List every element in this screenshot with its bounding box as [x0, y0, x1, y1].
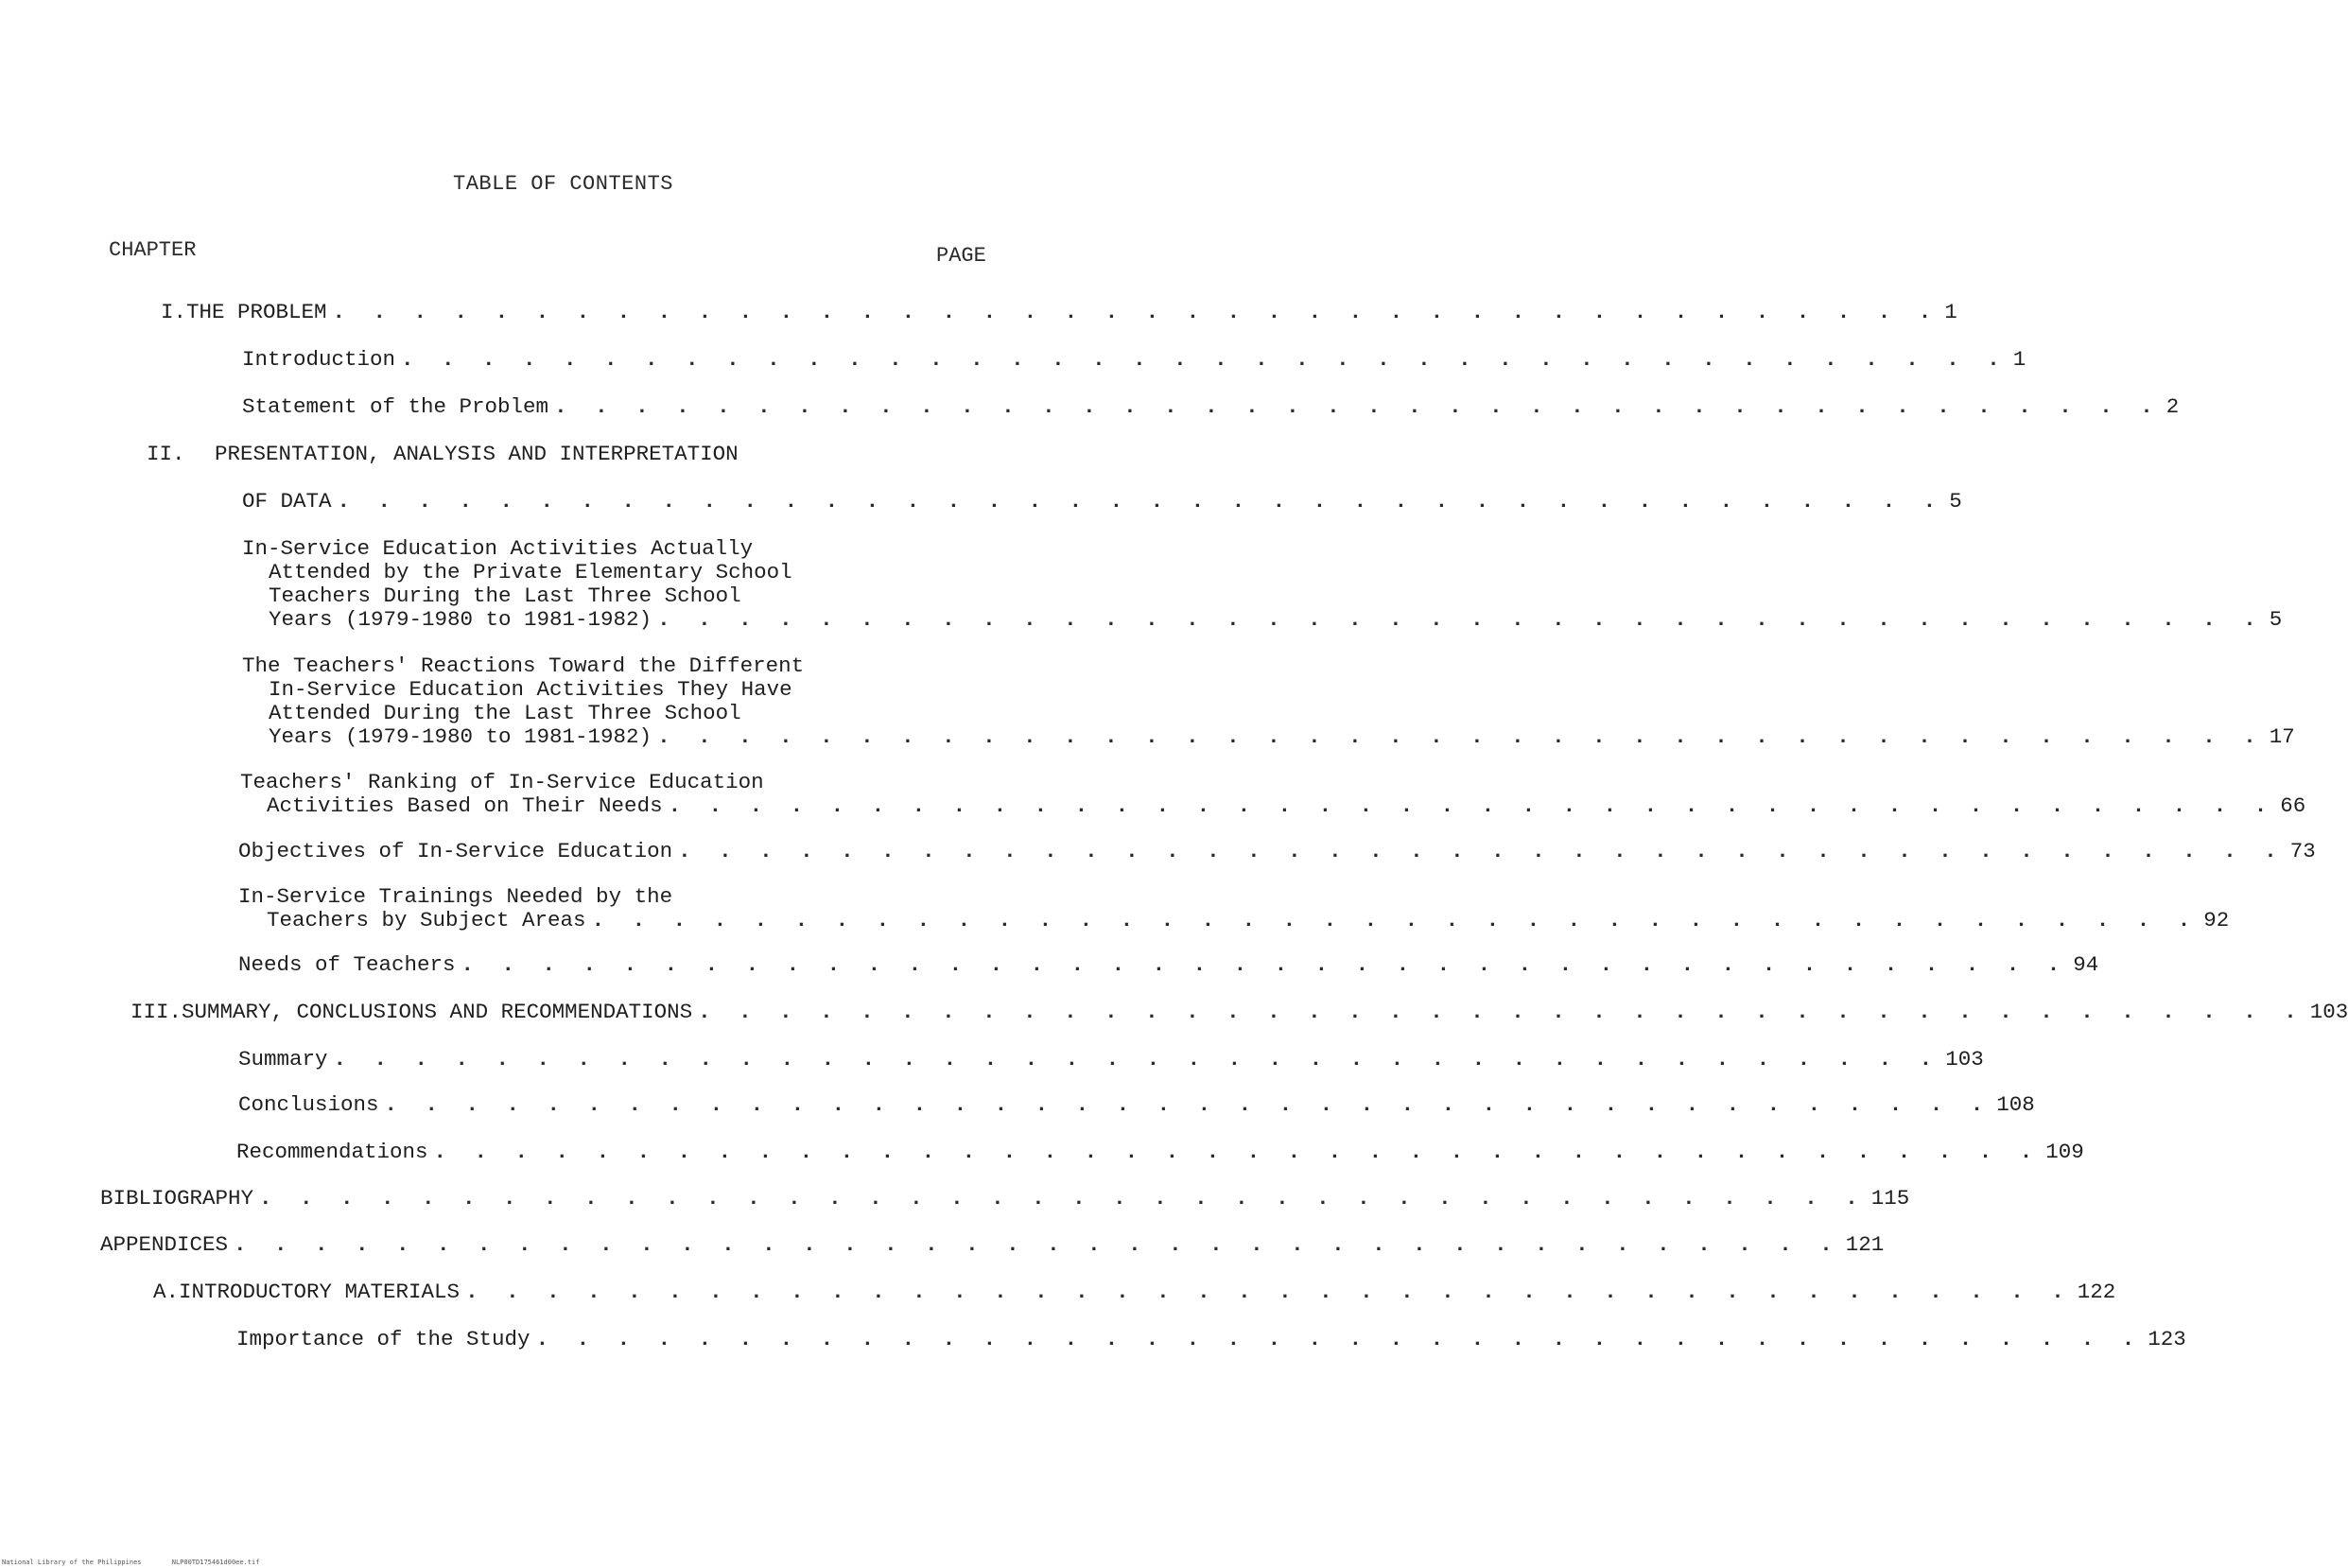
- section-title-line2: Teachers by Subject Areas: [267, 908, 586, 932]
- section-title: Summary: [238, 1047, 328, 1071]
- page-number: 103: [2309, 1000, 2348, 1024]
- leader-dots: . . . . . . . . . . . . . . . . . . . . . . . . . . . . . . . . . . . . . . . .: [535, 1327, 2143, 1351]
- page-number: 109: [2045, 1140, 2084, 1164]
- chapter-title: SUMMARY, CONCLUSIONS AND RECOMMENDATIONS: [182, 1000, 693, 1024]
- toc-entry-teachers-ranking: [240, 770, 2306, 818]
- section-title-line3: Teachers During the Last Three School: [269, 584, 741, 608]
- page-number: 1: [1944, 300, 1957, 324]
- section-title: Importance of the Study: [236, 1327, 530, 1351]
- section-title: Statement of the Problem: [242, 394, 549, 419]
- page-number: 123: [2148, 1327, 2186, 1351]
- section-title-line4: Years (1979-1980 to 1981-1982): [269, 724, 652, 749]
- section-title-line4: Years (1979-1980 to 1981-1982): [269, 607, 652, 632]
- scan-footer: [2, 1559, 286, 1566]
- footer-file-id: NLP00TD175461d00ee.tif: [171, 1559, 260, 1566]
- leader-dots: . . . . . . . . . . . . . . . . . . . . . . . . . . . . . . . . . . . . . . . .: [337, 489, 1944, 514]
- section-title: Introduction: [242, 347, 396, 372]
- section-title-line1: In-Service Education Activities Actually: [242, 536, 754, 561]
- section-title-line1: The Teachers' Reactions Toward the Different: [242, 653, 805, 678]
- leader-dots: . . . . . . . . . . . . . . . . . . . . . . . . . . . . . . . . . . . . . . . .: [591, 908, 2199, 932]
- toc-entry-statement-of-problem: [242, 394, 2180, 419]
- page-number: 92: [2203, 908, 2230, 932]
- page-number: 2: [2165, 394, 2180, 419]
- chapter-title-line2: OF DATA: [242, 489, 332, 514]
- toc-entry-importance-of-study: [236, 1327, 2186, 1351]
- toc-entry-bibliography: [100, 1186, 1910, 1211]
- page-number: 121: [1845, 1232, 1885, 1257]
- page-number: 17: [2269, 724, 2295, 749]
- chapter-column-header: CHAPTER: [109, 238, 197, 262]
- toc-entry-ch2: [147, 443, 936, 466]
- leader-dots: . . . . . . . . . . . . . . . . . . . . . . . . . . . . . . . . . . . . . . . .: [332, 300, 1939, 324]
- chapter-number: I.: [161, 300, 187, 324]
- section-title: BIBLIOGRAPHY: [100, 1186, 254, 1211]
- page-number: 122: [2077, 1280, 2116, 1304]
- chapter-number: III.: [130, 1000, 183, 1024]
- page-number: 1: [2012, 347, 2026, 372]
- chapter-title: THE PROBLEM: [186, 300, 327, 324]
- chapter-title-line1: PRESENTATION, ANALYSIS AND INTERPRETATION: [215, 442, 739, 466]
- leader-dots: . . . . . . . . . . . . . . . . . . . . . . . . . . . . . . . . . . . . . . . .: [678, 839, 2285, 863]
- leader-dots: . . . . . . . . . . . . . . . . . . . . . . . . . . . . . . . . . . . . . . . .: [698, 1000, 2305, 1024]
- appendix-letter: A.: [153, 1280, 180, 1304]
- leader-dots: . . . . . . . . . . . . . . . . . . . . . . . . . . . . . . . . . . . . . . . .: [554, 394, 2161, 419]
- toc-entry-activities-attended: [242, 536, 2283, 632]
- footer-library-name: National Library of the Philippines: [2, 1559, 142, 1566]
- section-title: APPENDICES: [100, 1232, 229, 1257]
- section-title: INTRODUCTORY MATERIALS: [179, 1280, 461, 1304]
- section-title: Recommendations: [236, 1140, 428, 1164]
- section-title: Needs of Teachers: [238, 952, 456, 977]
- page-number: 5: [1949, 489, 1962, 514]
- toc-entry-objectives: [238, 839, 2316, 863]
- leader-dots: . . . . . . . . . . . . . . . . . . . . . . . . . . . . . . . . . . . . . . . .: [433, 1140, 2041, 1164]
- page-number: 73: [2289, 839, 2316, 863]
- page-number: 103: [1945, 1047, 1984, 1071]
- section-title-line2: In-Service Education Activities They Have: [269, 677, 792, 702]
- section-title-line3: Attended During the Last Three School: [269, 701, 741, 725]
- toc-entry-recommendations: [236, 1140, 2084, 1164]
- toc-entry-needs-of-teachers: [238, 952, 2099, 977]
- chapter-number: II.: [147, 442, 185, 466]
- leader-dots: . . . . . . . . . . . . . . . . . . . . . . . . . . . . . . . . . . . . . . . .: [465, 1280, 2072, 1304]
- toc-entry-conclusions: [238, 1092, 2035, 1117]
- toc-entry-summary: [238, 1047, 1984, 1071]
- section-title-line1: Teachers' Ranking of In-Service Education: [240, 770, 764, 794]
- page-number: 66: [2280, 793, 2306, 818]
- toc-entry-introduction: [242, 347, 2026, 372]
- leader-dots: . . . . . . . . . . . . . . . . . . . . . . . . . . . . . . . . . . . . . . . .: [657, 724, 2264, 749]
- toc-entry-ch3: [130, 1000, 2348, 1024]
- page-column-header: PAGE: [936, 244, 986, 268]
- toc-entry-ch2-continued: [242, 489, 1962, 514]
- leader-dots: . . . . . . . . . . . . . . . . . . . . . . . . . . . . . . . . . . . . . . . .: [668, 793, 2275, 818]
- page-number: 94: [2073, 952, 2099, 977]
- page-number: 5: [2269, 607, 2283, 632]
- section-title-line1: In-Service Trainings Needed by the: [238, 884, 673, 909]
- section-title: Conclusions: [238, 1092, 379, 1117]
- section-title-line2: Attended by the Private Elementary School: [269, 560, 792, 584]
- toc-entry-trainings-needed: [238, 884, 2230, 932]
- section-title-line2: Activities Based on Their Needs: [267, 793, 663, 818]
- toc-entry-ch1: [161, 300, 1957, 324]
- leader-dots: . . . . . . . . . . . . . . . . . . . . . . . . . . . . . . . . . . . . . . . .: [461, 952, 2068, 977]
- toc-entry-appendices: [100, 1232, 1885, 1257]
- leader-dots: . . . . . . . . . . . . . . . . . . . . . . . . . . . . . . . . . . . . . . . .: [234, 1232, 1840, 1257]
- section-title: Objectives of In-Service Education: [238, 839, 673, 863]
- page-number: 108: [1996, 1092, 2035, 1117]
- leader-dots: . . . . . . . . . . . . . . . . . . . . . . . . . . . . . . . . . . . . . . . .: [401, 347, 2008, 372]
- leader-dots: . . . . . . . . . . . . . . . . . . . . . . . . . . . . . . . . . . . . . . . .: [657, 607, 2264, 632]
- toc-entry-appendix-a: [153, 1280, 2116, 1304]
- leader-dots: . . . . . . . . . . . . . . . . . . . . . . . . . . . . . . . . . . . . . . . .: [333, 1047, 1940, 1071]
- toc-entry-teachers-reactions: [242, 653, 2295, 749]
- page-title: TABLE OF CONTENTS: [453, 172, 673, 196]
- page-number: 115: [1870, 1186, 1910, 1211]
- leader-dots: . . . . . . . . . . . . . . . . . . . . . . . . . . . . . . . . . . . . . . . .: [259, 1186, 1866, 1211]
- leader-dots: . . . . . . . . . . . . . . . . . . . . . . . . . . . . . . . . . . . . . . . .: [384, 1092, 1991, 1117]
